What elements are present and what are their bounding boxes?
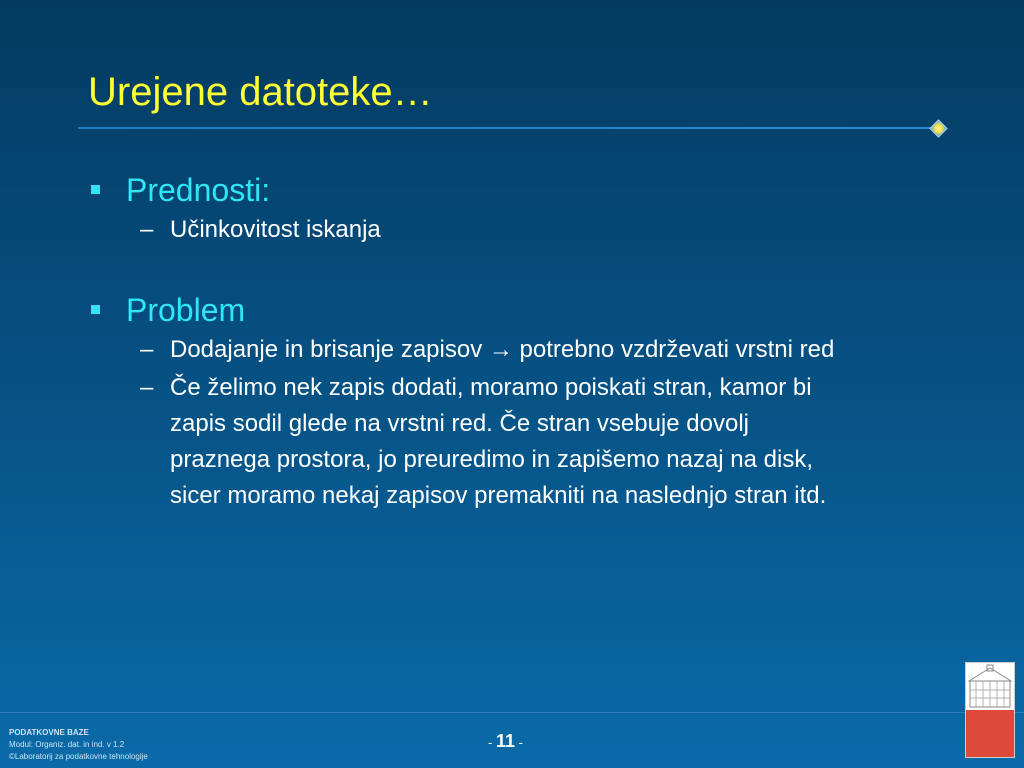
slide-content bbox=[88, 170, 948, 514]
dash-marker: – bbox=[140, 374, 154, 401]
title-divider bbox=[78, 127, 938, 129]
bullet-prednosti bbox=[88, 170, 948, 210]
footer-copyright: ©Laboratorij za podatkovne tehnologije bbox=[9, 752, 148, 761]
bullet-label: Prednosti: bbox=[126, 172, 271, 208]
dash-marker: – bbox=[140, 336, 154, 363]
footer-divider bbox=[0, 712, 1024, 713]
diamond-icon bbox=[929, 119, 947, 137]
sub-bullet-text: Učinkovitost iskanja bbox=[170, 216, 381, 243]
page-number bbox=[488, 731, 523, 752]
sub-bullet-text-after: potrebno vzdrževati vrstni red bbox=[519, 336, 835, 363]
page-number-value: 11 bbox=[495, 731, 515, 751]
square-bullet-icon bbox=[91, 185, 100, 194]
footer-info bbox=[9, 727, 148, 763]
slide-title: Urejene datoteke… bbox=[88, 70, 433, 114]
sub-bullet-text-before: Dodajanje in brisanje zapisov bbox=[170, 336, 483, 363]
sub-bullet-text: Če želimo nek zapis dodati, moramo poiskati stran, kamor bi zapis sodil glede na vrstni red. Če stran vsebuje dovolj praznega prostora, jo preuredimo in zapišemo nazaj na disk, sicer moramo nekaj zapisov premakniti na naslednjo stran itd. bbox=[170, 374, 827, 509]
sub-bullet-ce-zelimo bbox=[88, 370, 855, 514]
bullet-problem bbox=[88, 290, 948, 330]
university-building-logo bbox=[965, 662, 1015, 758]
sub-bullet-dodajanje bbox=[88, 332, 855, 368]
bullet-label: Problem bbox=[126, 292, 246, 328]
dash-marker: – bbox=[140, 216, 154, 243]
sub-bullet-ucinkovitost bbox=[88, 212, 855, 248]
footer-module: Modul: Organiz. dat. in ind. v 1.2 bbox=[9, 740, 125, 749]
square-bullet-icon bbox=[91, 305, 100, 314]
logo-red-block bbox=[966, 710, 1014, 757]
building-icon bbox=[966, 663, 1014, 711]
page-prefix: - bbox=[488, 735, 496, 750]
page-suffix: - bbox=[514, 735, 523, 750]
right-arrow-icon: → bbox=[488, 336, 513, 363]
footer-course: PODATKOVNE BAZE bbox=[9, 728, 89, 737]
